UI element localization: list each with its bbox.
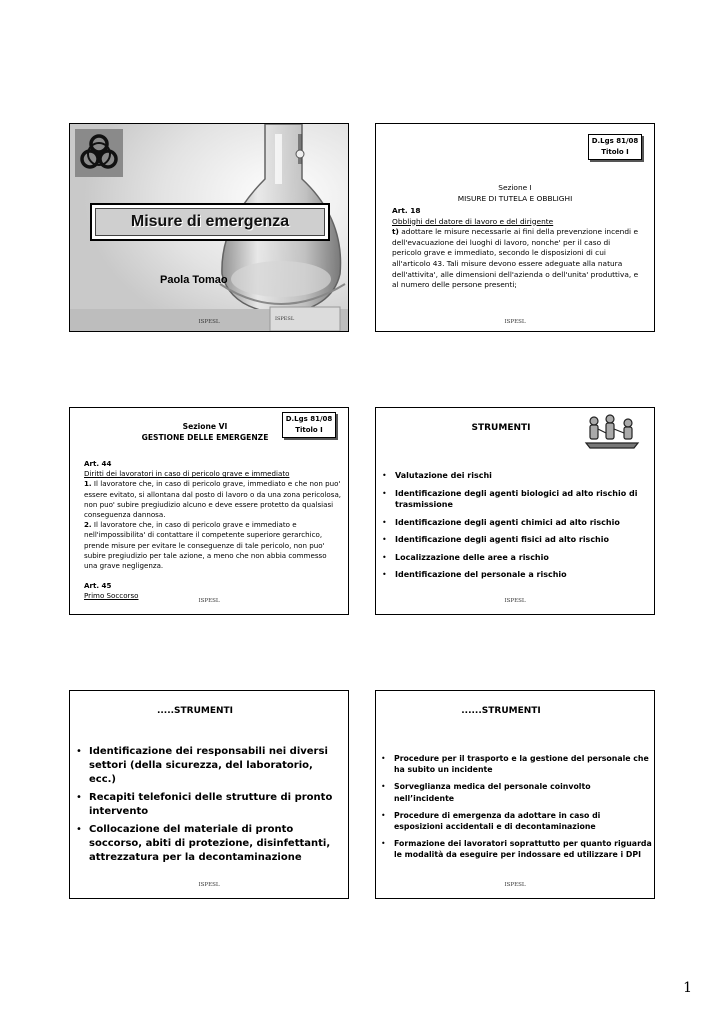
reference-box <box>588 134 642 160</box>
list-item: • Identificazione del personale a rischio <box>380 569 646 581</box>
section-heading <box>100 421 310 443</box>
author-name: Paola Tomao <box>160 274 228 286</box>
tools-list <box>380 470 646 581</box>
list-item: • Formazione dei lavoratori soprattutto per quanto riguarda le modalità da eseguire per indossare ed utilizzare i DPI <box>379 838 652 860</box>
list-item: • Identificazione degli agenti chimici ad alto rischio <box>380 517 646 529</box>
section-title: GESTIONE DELLE EMERGENZE <box>141 433 269 442</box>
slide-strumenti <box>375 407 655 615</box>
list-item: • Identificazione dei responsabili nei diversi settori (della sicurezza, del laboratorio, ecc.) <box>74 745 338 787</box>
article-44-paragraph-1 <box>84 479 342 520</box>
article-44-paragraph-2 <box>84 520 342 571</box>
slide-strumenti-2 <box>69 690 349 899</box>
biohazard-icon <box>75 129 123 177</box>
list-item: • Identificazione degli agenti biologici ad alto rischio di trasmissione <box>380 488 646 511</box>
section-heading <box>376 183 654 204</box>
article-item <box>392 227 640 291</box>
article-body <box>84 459 342 602</box>
article-44-subtitle: Diritti dei lavoratori in caso di pericolo grave e immediato <box>84 469 290 479</box>
reference-line-1: D.Lgs 81/08 <box>285 415 333 423</box>
slide-title: ......STRUMENTI <box>461 706 541 716</box>
slide-title <box>69 123 349 332</box>
tools-list <box>379 753 652 861</box>
page-number: 1 <box>683 980 692 996</box>
slide-title: .....STRUMENTI <box>156 706 234 716</box>
reference-line-1: D.Lgs 81/08 <box>591 137 639 145</box>
article-44-number: Art. 44 <box>84 459 112 468</box>
section-number: Sezione VI <box>182 422 228 431</box>
list-item: • Procedure di emergenza da adottare in caso di esposizioni accidentali e di decontaminazione <box>379 810 652 832</box>
slide-footer: ISPESL <box>198 598 220 604</box>
logo-label: ISPESL <box>275 316 295 322</box>
paragraph-number: 2. <box>84 520 92 530</box>
list-item: • Recapiti telefonici delle strutture di pronto intervento <box>74 791 338 819</box>
slide-footer: ISPESL <box>198 882 220 888</box>
slide-article-18 <box>375 123 655 332</box>
section-title: MISURE DI TUTELA E OBBLIGHI <box>457 193 573 203</box>
reference-line-2: Titolo I <box>295 426 323 434</box>
list-item: • Identificazione degli agenti fisici ad alto rischio <box>380 534 646 546</box>
title-box <box>90 203 330 241</box>
section-number: Sezione I <box>498 183 532 192</box>
list-item: • Localizzazione delle aree a rischio <box>380 552 646 564</box>
workers-clipart-icon <box>584 413 640 449</box>
article-subtitle: Obblighi del datore di lavoro e del dirigente <box>392 216 554 226</box>
paragraph-number: 1. <box>84 479 92 489</box>
paragraph-text: Il lavoratore che, in caso di pericolo grave e immediato e nell'impossibilita' di contattare il competente superiore gerarchico, prende misure per evitare le conseguenze di tale pericolo, non puo' subire pregiudizio per tale azione, a meno che non abbia commesso una grave negligenza. <box>84 520 327 571</box>
slide-title: STRUMENTI <box>471 423 531 433</box>
item-text: adottare le misure necessarie ai fini della prevenzione incendi e dell'evacuazione dei luoghi di lavoro, nonche' per il caso di pericolo grave e immediato, secondo le disposizioni di cui all'articolo 43. Tali misure devono essere adeguate alla natura dell'attivita', alle dimensioni dell'azienda o dell'unita' produttiva, e al numero delle persone presenti; <box>392 227 639 290</box>
article-number: Art. 18 <box>392 206 421 215</box>
slide-strumenti-3 <box>375 690 655 899</box>
biohazard-image <box>75 129 123 177</box>
slide-title-text: Misure di emergenza <box>130 213 290 230</box>
article-body <box>392 206 640 291</box>
list-item: • Procedure per il trasporto e la gestione del personale che ha subito un incidente <box>379 753 652 775</box>
article-45-subtitle: Primo Soccorso <box>84 591 139 601</box>
slide-footer: ISPESL <box>504 319 526 325</box>
slide-footer: ISPESL <box>504 598 526 604</box>
reference-line-2: Titolo I <box>601 148 629 156</box>
list-item: • Collocazione del materiale di pronto soccorso, abiti di protezione, disinfettanti, attrezzatura per la decontaminazione <box>74 823 338 865</box>
slide-footer: ISPESL <box>198 319 220 325</box>
slide-articles-44-45 <box>69 407 349 615</box>
item-letter: t) <box>392 227 399 237</box>
tools-list <box>74 745 338 865</box>
slide-footer: ISPESL <box>504 882 526 888</box>
list-item: • Sorveglianza medica del personale coinvolto nell’incidente <box>379 781 652 803</box>
list-item: • Valutazione dei rischi <box>380 470 646 482</box>
paragraph-text: Il lavoratore che, in caso di pericolo grave, immediato e che non puo' essere evitato, si allontana dal posto di lavoro o da una zona pericolosa, non puo' subire pregiudizio alcuno e deve essere protetto da qualsiasi conseguenza dannosa. <box>84 479 342 520</box>
article-45-number: Art. 45 <box>84 581 112 591</box>
